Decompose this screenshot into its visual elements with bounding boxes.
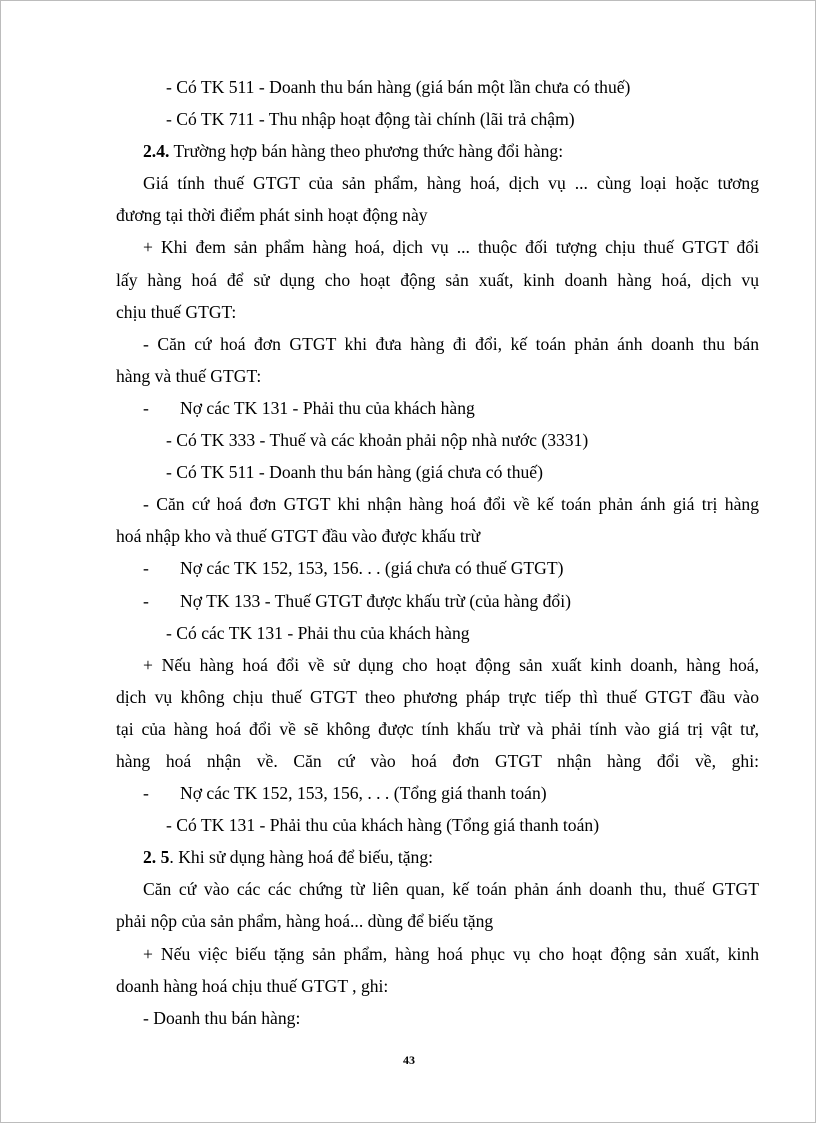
text-line: tại của hàng hoá đổi về sẽ không được tính khấu trừ và phải tính vào giá trị vật tư, bbox=[116, 718, 759, 739]
text-line: + Nếu việc biếu tặng sản phẩm, hàng hoá phục vụ cho hoạt động sản xuất, kinh bbox=[143, 943, 759, 964]
debit-entry bbox=[116, 392, 759, 424]
entry-text: Nợ các TK 152, 153, 156, . . . (Tổng giá thanh toán) bbox=[180, 783, 547, 804]
text-line: - Có TK 711 - Thu nhập hoạt động tài chính (lãi trả chậm) bbox=[166, 109, 575, 130]
section-heading-2-4 bbox=[116, 135, 759, 167]
section-title: Trường hợp bán hàng theo phương thức hàng đổi hàng: bbox=[173, 141, 564, 162]
page-number: 43 bbox=[403, 1053, 415, 1067]
text-line: - Căn cứ hoá đơn GTGT khi đưa hàng đi đổi, kế toán phản ánh doanh thu bán bbox=[143, 333, 759, 354]
text-line: - Có TK 511 - Doanh thu bán hàng (giá bán một lần chưa có thuế) bbox=[166, 77, 631, 97]
text-line: + Nếu hàng hoá đổi về sử dụng cho hoạt động sản xuất kinh doanh, hàng hoá, bbox=[143, 654, 759, 675]
section-heading-2-5: 2. 5. Khi sử dụng hàng hoá để biếu, tặng: bbox=[143, 847, 434, 868]
text-line: dịch vụ không chịu thuế GTGT theo phương pháp trực tiếp thì thuế GTGT đầu vào bbox=[116, 686, 759, 707]
entry-text: Nợ các TK 131 - Phải thu của khách hàng bbox=[180, 397, 475, 418]
text-line: - Có TK 333 - Thuế và các khoản phải nộp nhà nước (3331) bbox=[166, 430, 589, 451]
text-line: lấy hàng hoá để sử dụng cho hoạt động sản xuất, kinh doanh hàng hoá, dịch vụ bbox=[116, 269, 759, 290]
text-line: Căn cứ vào các các chứng từ liên quan, kế toán phản ánh doanh thu, thuế GTGT bbox=[143, 879, 759, 900]
section-title: Khi sử dụng hàng hoá để biếu, tặng: bbox=[178, 847, 434, 868]
text-line: - Có các TK 131 - Phải thu của khách hàng bbox=[166, 622, 470, 643]
debit-entry bbox=[116, 552, 759, 584]
list-dash: - bbox=[143, 783, 149, 804]
list-dash: - bbox=[143, 558, 149, 579]
entry-text: Nợ TK 133 - Thuế GTGT được khấu trừ (của hàng đổi) bbox=[180, 590, 571, 611]
debit-entry bbox=[116, 585, 759, 617]
text-line: đương tại thời điểm phát sinh hoạt động này bbox=[116, 205, 428, 226]
text-line: doanh hàng hoá chịu thuế GTGT , ghi: bbox=[116, 975, 389, 996]
text-line: hoá nhập kho và thuế GTGT đầu vào được khấu trừ bbox=[116, 526, 481, 547]
entry-text: Nợ các TK 152, 153, 156. . . (giá chưa có thuế GTGT) bbox=[180, 558, 564, 579]
text-line: hàng hoá nhận về. Căn cứ vào hoá đơn GTGT nhận hàng đổi về, ghi: bbox=[116, 750, 759, 771]
text-line: + Khi đem sản phẩm hàng hoá, dịch vụ ... thuộc đối tượng chịu thuế GTGT đổi bbox=[143, 237, 759, 258]
text-line: - Căn cứ hoá đơn GTGT khi nhận hàng hoá đổi về kế toán phản ánh giá trị hàng bbox=[143, 494, 759, 515]
text-line: hàng và thuế GTGT: bbox=[116, 365, 262, 386]
debit-entry bbox=[116, 777, 759, 809]
section-number: 2. 5 bbox=[143, 847, 170, 868]
list-dash: - bbox=[143, 397, 149, 418]
text-line: - Doanh thu bán hàng: bbox=[143, 1007, 301, 1028]
section-number: 2.4. bbox=[143, 141, 170, 162]
text-line: - Có TK 131 - Phải thu của khách hàng (Tổng giá thanh toán) bbox=[166, 815, 600, 836]
body-text bbox=[116, 71, 759, 1034]
text-line: Giá tính thuế GTGT của sản phẩm, hàng hoá, dịch vụ ... cùng loại hoặc tương bbox=[143, 173, 759, 194]
text-line: phải nộp của sản phẩm, hàng hoá... dùng để biếu tặng bbox=[116, 911, 494, 932]
text-line: - Có TK 511 - Doanh thu bán hàng (giá chưa có thuế) bbox=[166, 462, 543, 483]
text-line: chịu thuế GTGT: bbox=[116, 301, 237, 322]
list-dash: - bbox=[143, 590, 149, 611]
